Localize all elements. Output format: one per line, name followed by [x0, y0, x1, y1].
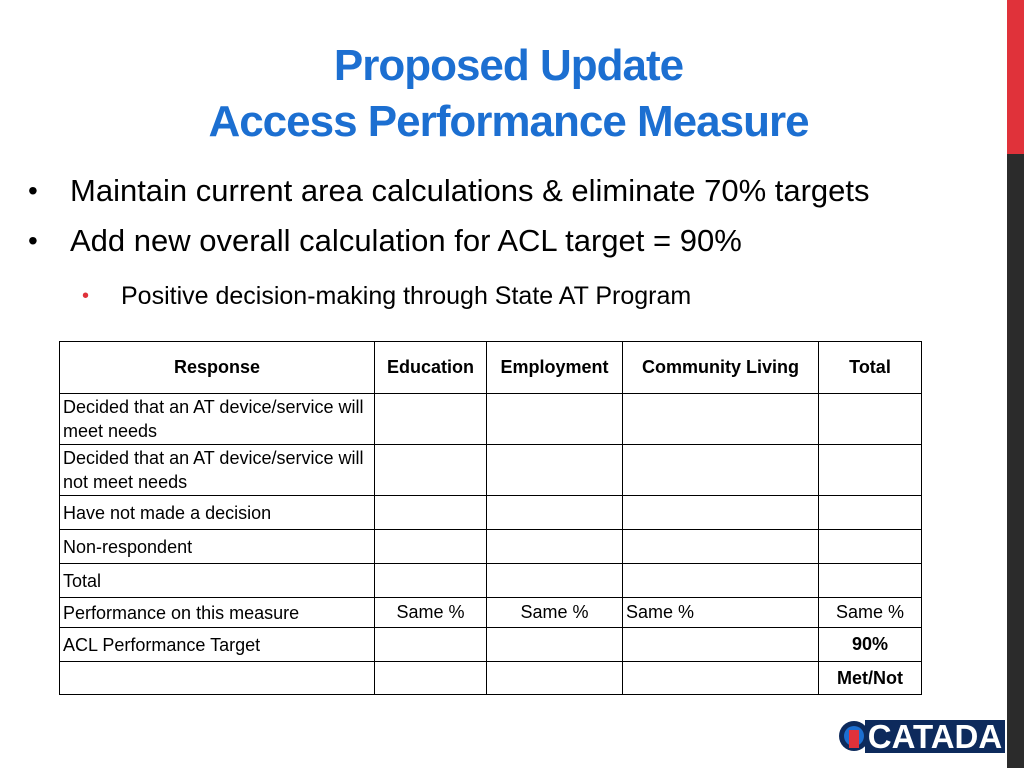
cell-total: Met/Not: [819, 662, 922, 695]
sub-bullet-item: [82, 276, 691, 316]
cell-community-living: [623, 496, 819, 530]
sub-bullet-text: Positive decision-making through State AT Program: [121, 282, 692, 310]
table-row: [60, 394, 922, 445]
bullet-dot: •: [28, 175, 38, 206]
cell-employment: [487, 628, 623, 662]
cell-education: [375, 496, 487, 530]
row-label: Have not made a decision: [60, 496, 375, 530]
header-total: Total: [819, 342, 922, 394]
title-line-1: Proposed Update: [333, 41, 684, 90]
logo-text: CATADA: [867, 718, 1003, 755]
cell-total: [819, 564, 922, 598]
cell-community-living: [623, 530, 819, 564]
row-label: Decided that an AT device/service will meet needs: [60, 394, 375, 445]
table-row: [60, 598, 922, 628]
cell-employment: [487, 445, 623, 496]
cell-total: [819, 496, 922, 530]
cell-education: Same %: [375, 598, 487, 628]
table-row: [60, 628, 922, 662]
cell-education: [375, 394, 487, 445]
cell-education: [375, 628, 487, 662]
row-label: [60, 662, 375, 695]
header-education: Education: [375, 342, 487, 394]
cell-education: [375, 564, 487, 598]
cell-community-living: [623, 628, 819, 662]
cell-employment: [487, 496, 623, 530]
cell-education: [375, 530, 487, 564]
bullet-list: [28, 166, 988, 266]
cell-employment: [487, 662, 623, 695]
row-label: ACL Performance Target: [60, 628, 375, 662]
table-header-row: [60, 342, 922, 394]
slide-title: [0, 38, 1017, 150]
side-accent-dark: [1007, 154, 1024, 768]
header-response: Response: [60, 342, 375, 394]
cell-employment: [487, 564, 623, 598]
table-row: [60, 496, 922, 530]
table-row: [60, 662, 922, 695]
cell-total: Same %: [819, 598, 922, 628]
table-row: [60, 445, 922, 496]
title-line-2: Access Performance Measure: [208, 97, 809, 146]
cell-community-living: [623, 564, 819, 598]
bullet-text: Maintain current area calculations & eliminate 70% targets: [70, 173, 870, 208]
row-label: Performance on this measure: [60, 598, 375, 628]
cell-community-living: [623, 662, 819, 695]
cell-employment: Same %: [487, 598, 623, 628]
bullet-item: [28, 216, 988, 266]
sub-bullet-dot: •: [82, 285, 90, 307]
catada-logo: [837, 716, 1007, 756]
cell-total: [819, 530, 922, 564]
cell-community-living: [623, 445, 819, 496]
row-label: Non-respondent: [60, 530, 375, 564]
performance-table: [59, 341, 922, 695]
cell-total: [819, 394, 922, 445]
cell-education: [375, 445, 487, 496]
header-employment: Employment: [487, 342, 623, 394]
cell-total: [819, 445, 922, 496]
cell-employment: [487, 530, 623, 564]
bullet-dot: •: [28, 225, 38, 256]
row-label: Decided that an AT device/service will not meet needs: [60, 445, 375, 496]
cell-employment: [487, 394, 623, 445]
bullet-text: Add new overall calculation for ACL target = 90%: [70, 223, 742, 258]
cell-education: [375, 662, 487, 695]
cell-community-living: Same %: [623, 598, 819, 628]
table-row: [60, 530, 922, 564]
row-label: Total: [60, 564, 375, 598]
cell-total: 90%: [819, 628, 922, 662]
bullet-item: [28, 166, 988, 216]
header-community-living: Community Living: [623, 342, 819, 394]
logo-red-bar: [849, 730, 859, 748]
table-row: [60, 564, 922, 598]
cell-community-living: [623, 394, 819, 445]
